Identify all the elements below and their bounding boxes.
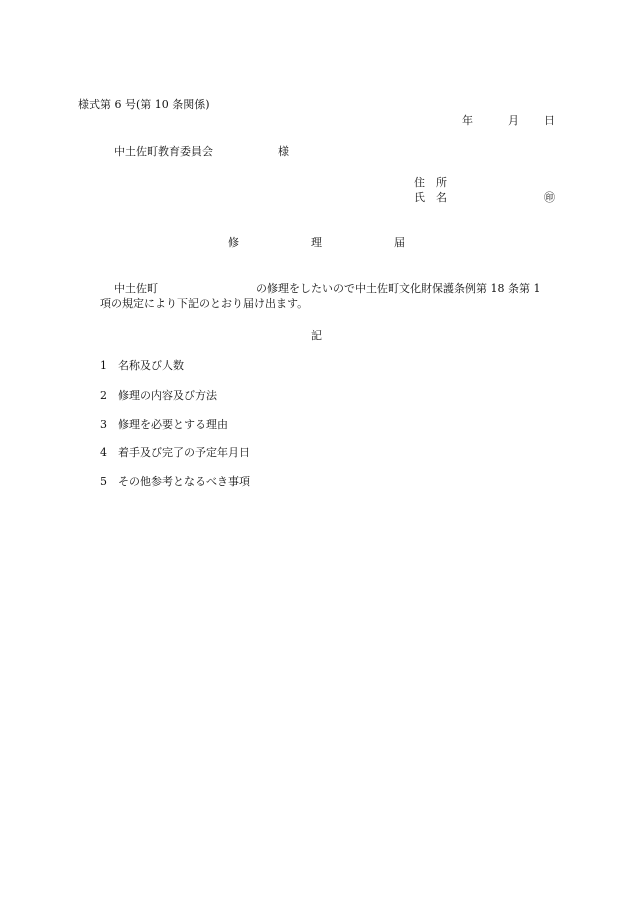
item-number: 1 [100, 359, 107, 372]
body-line-1: の修理をしたいので中土佐町文化財保護条例第 18 条第 1 [256, 282, 541, 295]
item-number: 5 [100, 475, 107, 488]
applicant-name-label: 氏 名 [414, 191, 447, 204]
date-day-label: 日 [544, 114, 555, 127]
date-month-label: 月 [508, 114, 519, 127]
item-label: その他参考となるべき事項 [118, 475, 250, 488]
item-number: 4 [100, 446, 107, 459]
addressee-honorific: 様 [278, 145, 289, 158]
title-char-2: 理 [311, 236, 322, 249]
item-number: 2 [100, 389, 107, 402]
body-line-2: 項の規定により下記のとおり届け出ます。 [100, 297, 309, 310]
applicant-address-label: 住 所 [414, 176, 447, 189]
body-town: 中土佐町 [114, 282, 158, 295]
date-year-label: 年 [462, 114, 473, 127]
seal-mark: ㊞ [544, 191, 555, 204]
title-char-3: 届 [394, 236, 405, 249]
item-label: 名称及び人数 [118, 359, 184, 372]
form-number: 様式第 6 号(第 10 条関係) [78, 98, 210, 111]
title-char-1: 修 [228, 236, 239, 249]
item-label: 修理を必要とする理由 [118, 418, 228, 431]
item-label: 修理の内容及び方法 [118, 389, 217, 402]
item-number: 3 [100, 418, 107, 431]
addressee-name: 中土佐町教育委員会 [114, 145, 213, 158]
item-label: 着手及び完了の予定年月日 [118, 446, 250, 459]
ki-heading: 記 [311, 329, 322, 342]
